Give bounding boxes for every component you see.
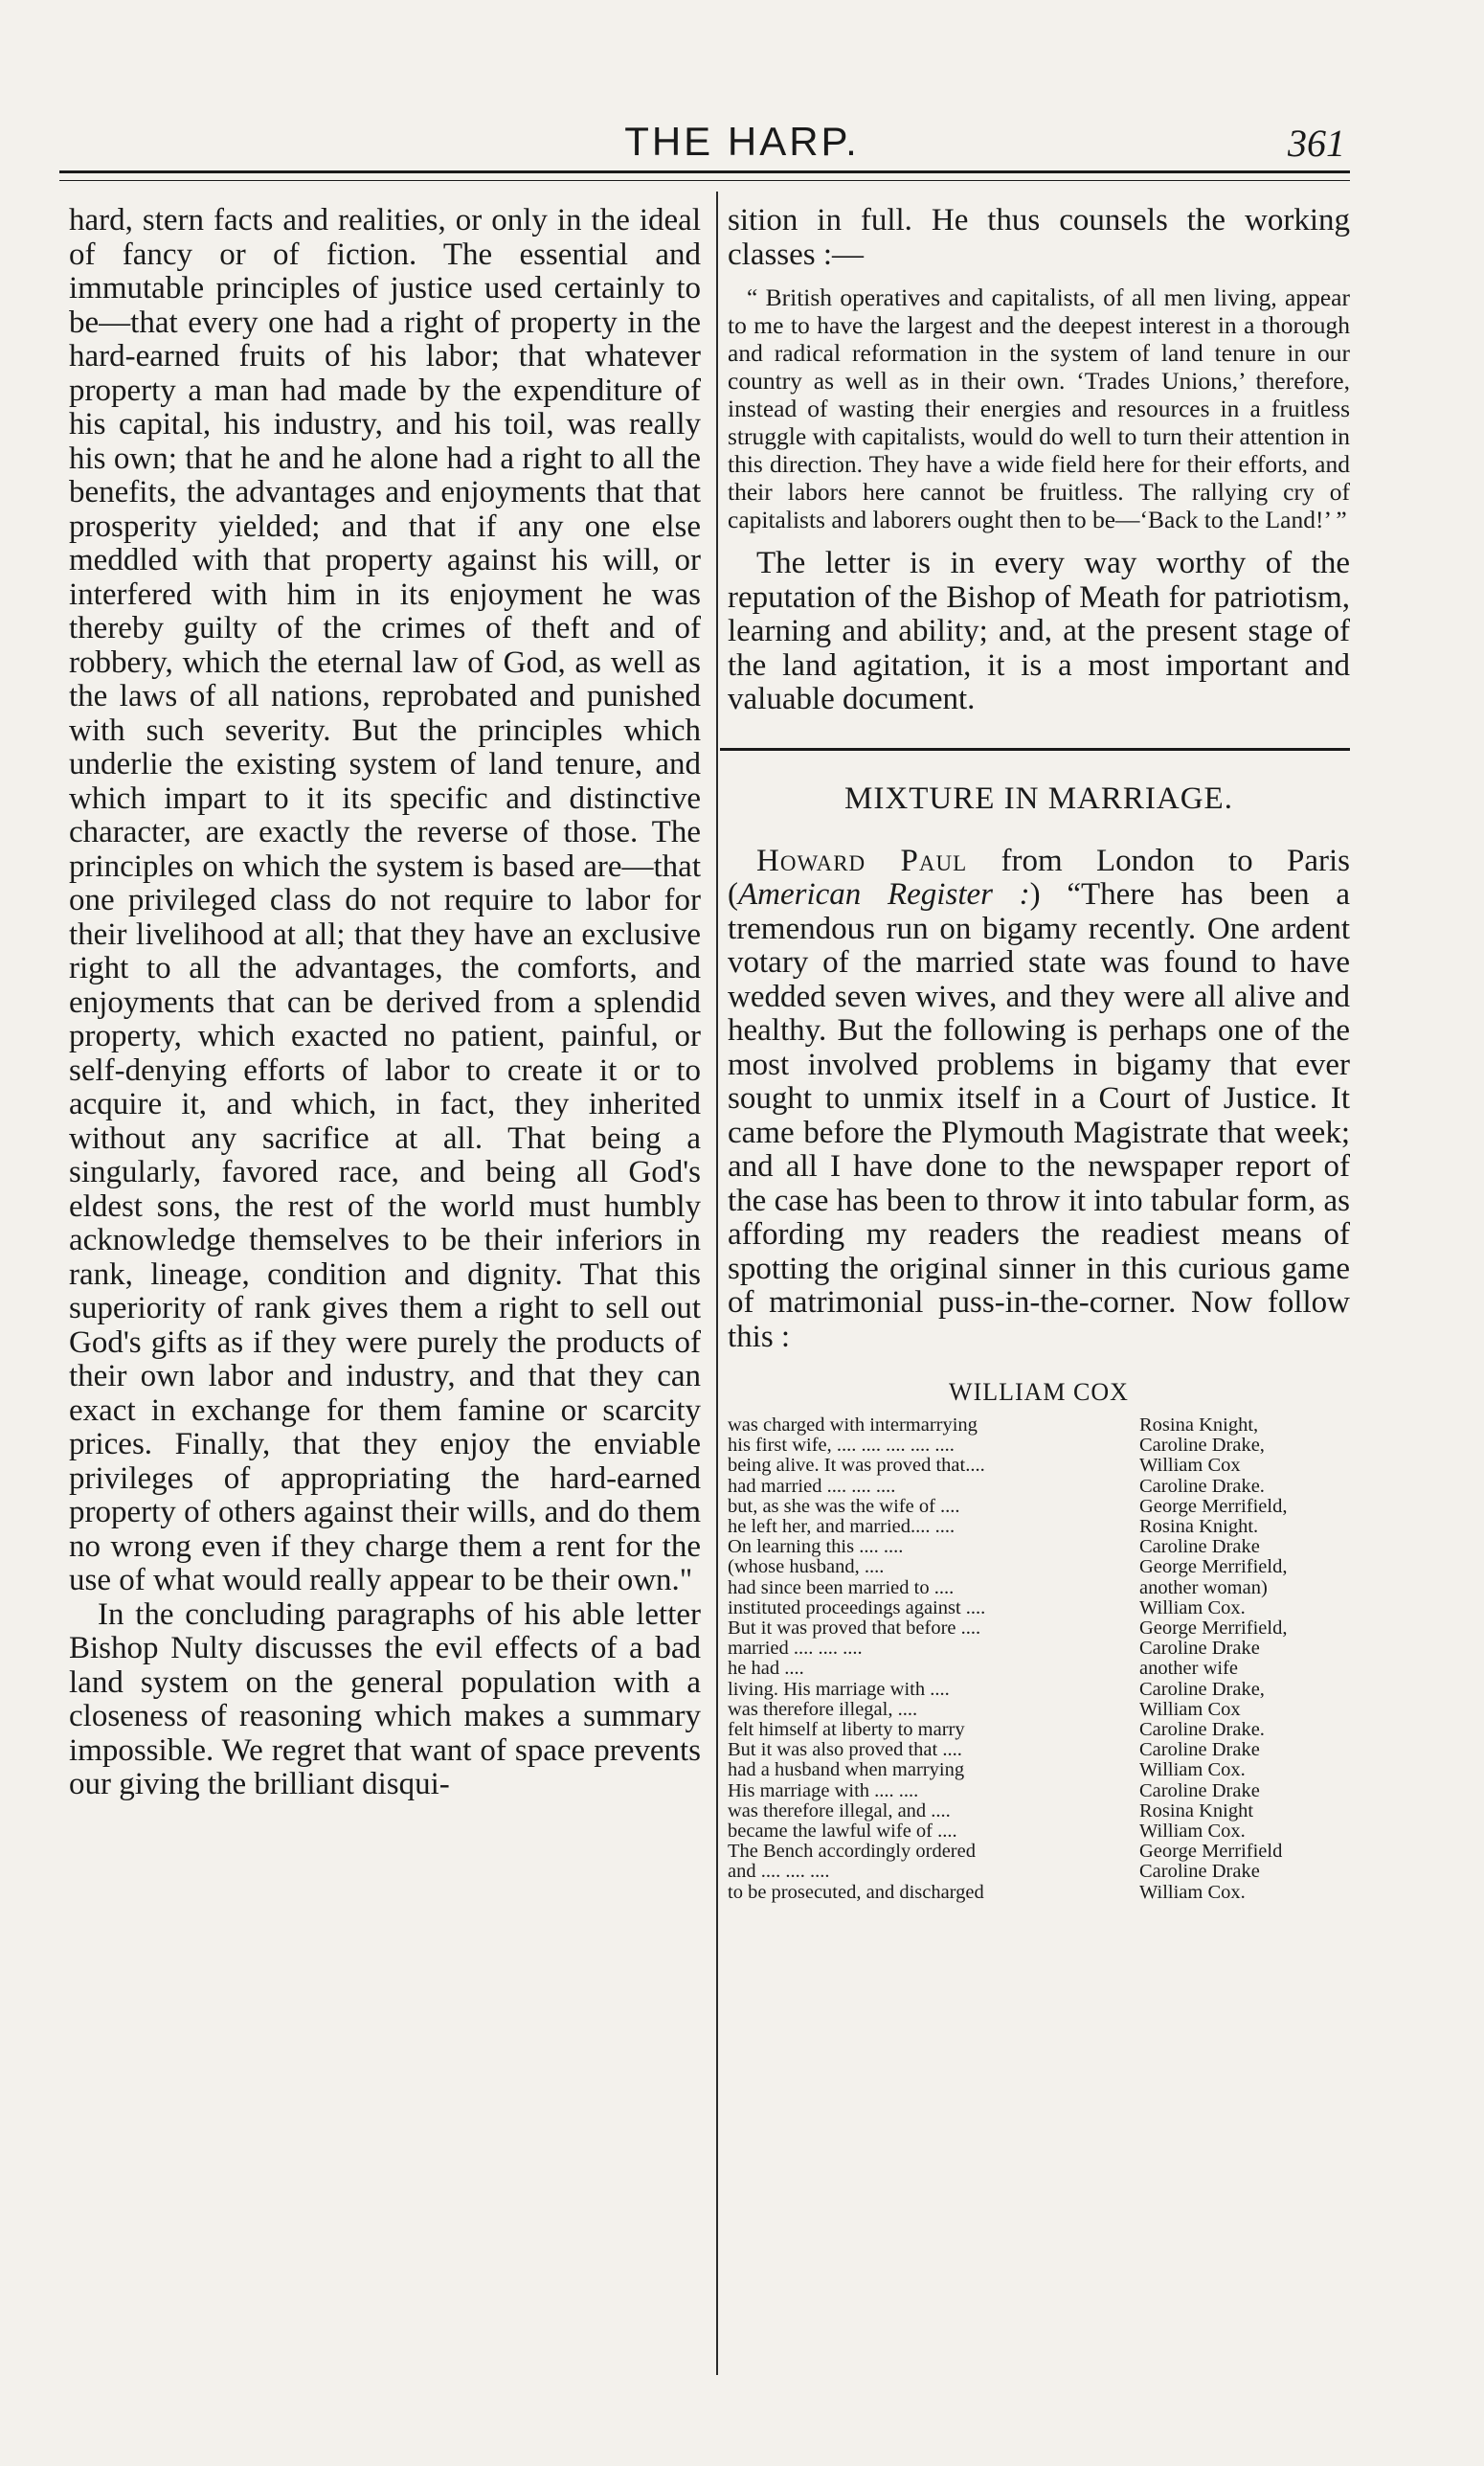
table-row (728, 1578, 1360, 1598)
table-cell-person: William Cox (1139, 1455, 1241, 1477)
table-cell-person: George Merrifield, (1139, 1556, 1288, 1578)
table-cell-person: William Cox (1139, 1698, 1241, 1720)
table-cell-person: another wife (1139, 1658, 1239, 1680)
table-cell-person: Caroline Drake (1139, 1536, 1260, 1558)
table-cell-person: William Cox. (1139, 1881, 1246, 1903)
table-cell-statement: (whose husband, .... (728, 1557, 885, 1578)
column-divider (716, 192, 718, 2375)
table-row (728, 1497, 1360, 1517)
body-paragraph: sition in full. He thus counsels the working classes :— (728, 203, 1350, 272)
table-row (728, 1659, 1360, 1679)
running-head (0, 113, 1484, 170)
left-column (69, 204, 701, 1802)
article-title: MIXTURE IN MARRIAGE. (844, 781, 1233, 816)
article-source: American Register : (738, 877, 1030, 912)
table-cell-statement: his first wife, .... .... .... .... .... (728, 1436, 955, 1457)
table-cell-statement: had since been married to .... (728, 1577, 955, 1598)
table-cell-person: George Merrifield (1139, 1841, 1283, 1863)
table-row (728, 1537, 1360, 1557)
table-cell-statement: had a husband when marrying (728, 1760, 965, 1781)
publication-title: THE HARP. (624, 119, 860, 164)
table-cell-person: Rosina Knight (1139, 1799, 1254, 1821)
table-cell-statement: married .... .... .... (728, 1639, 863, 1660)
table-row (728, 1618, 1360, 1639)
table-cell-person: William Cox. (1139, 1759, 1246, 1781)
table-cell-statement: But it was also proved that .... (728, 1740, 962, 1761)
table-row (728, 1700, 1360, 1720)
table-cell-statement: he had .... (728, 1659, 804, 1680)
table-cell-statement: was therefore illegal, and .... (728, 1800, 951, 1821)
table-cell-person: William Cox. (1139, 1821, 1246, 1843)
article-author: Howard Paul (756, 843, 968, 878)
article-intro-text: from London to Paris ( (728, 843, 1350, 912)
bigamy-table (728, 1415, 1360, 1903)
table-cell-statement: But it was proved that before .... (728, 1618, 981, 1640)
table-heading: WILLIAM COX (949, 1378, 1129, 1406)
table-cell-statement: was charged with intermarrying (728, 1415, 978, 1436)
table-row (728, 1415, 1360, 1436)
bigamy-table-body (728, 1415, 1360, 1903)
table-cell-person: another woman) (1139, 1576, 1268, 1598)
table-cell-statement: was therefore illegal, .... (728, 1699, 918, 1720)
header-rule-thick (59, 170, 1350, 173)
table-row (728, 1862, 1360, 1882)
table-cell-person: Rosina Knight. (1139, 1516, 1259, 1538)
table-row (728, 1436, 1360, 1456)
table-row (728, 1842, 1360, 1862)
table-row (728, 1598, 1360, 1618)
table-row (728, 1557, 1360, 1577)
header-rule-thin (59, 180, 1350, 181)
table-row (728, 1477, 1360, 1497)
table-row (728, 1639, 1360, 1659)
table-cell-statement: On learning this .... .... (728, 1537, 904, 1558)
table-cell-person: William Cox. (1139, 1596, 1246, 1618)
table-row (728, 1456, 1360, 1476)
table-cell-person: Caroline Drake, (1139, 1435, 1265, 1457)
table-row (728, 1740, 1360, 1760)
table-cell-statement: His marriage with .... .... (728, 1780, 919, 1801)
body-paragraph: In the concluding paragraphs of his able letter Bishop Nulty discusses the evil effects of a bad land system on the general population with a closeness of reasoning which makes a summary impossible. We regret that want of space prevents our giving the brilliant disqui- (69, 1596, 701, 1801)
table-row (728, 1781, 1360, 1801)
table-cell-person: Caroline Drake. (1139, 1475, 1265, 1497)
table-cell-person: Caroline Drake (1139, 1861, 1260, 1883)
table-row (728, 1883, 1360, 1903)
table-cell-statement: felt himself at liberty to marry (728, 1720, 965, 1741)
table-cell-person: George Merrifield, (1139, 1495, 1288, 1517)
block-quote: “ British operatives and capitalists, of all men living, appear to me to have the largest and the deepest interest in a thorough and radical reformation in the system of land tenure in our country as well as in their own. ‘Trades Unions,’ therefore, instead of wasting their energies and resources in a fruitless struggle with capitalists, would do well to turn their attention in this direction. They have a wide field here for their efforts, and their labors here cannot be fruitless. The rallying cry of capitalists and laborers ought then to be—‘Back to the Land!’ ” (728, 283, 1350, 533)
table-cell-statement: The Bench accordingly ordered (728, 1842, 976, 1863)
article-intro-text: ) “There has been a tremendous run on bigamy recently. One ardent votary of the married state was found to have wedded seven wives, and they were all alive and healthy. But the following is perhaps one of the most involved problems in bigamy that ever sought to unmix itself in a Court of Justice. It came before the Plymouth Magistrate that week; and all I have done to the newspaper report of the case has been to throw it into tabular form, as affording my readers the readiest means of spotting the original sinner in this curious game of matrimonial puss-in-the-corner. Now follow this : (728, 877, 1350, 1354)
table-cell-person: Caroline Drake (1139, 1779, 1260, 1801)
table-cell-statement: living. His marriage with .... (728, 1679, 950, 1700)
table-row (728, 1720, 1360, 1740)
table-row (728, 1680, 1360, 1700)
table-cell-statement: and .... .... .... (728, 1862, 830, 1883)
table-row (728, 1801, 1360, 1821)
table-cell-statement: became the lawful wife of .... (728, 1821, 957, 1843)
body-paragraph: The letter is in every way worthy of the reputation of the Bishop of Meath for patriotism, learning and ability; and, at the present stage of the land agitation, it is a most important and valuable document. (728, 546, 1350, 716)
table-row (728, 1821, 1360, 1842)
right-column (728, 204, 1350, 1903)
table-row (728, 1517, 1360, 1537)
table-cell-statement: to be prosecuted, and discharged (728, 1882, 984, 1903)
table-cell-statement: had married .... .... .... (728, 1476, 896, 1497)
table-cell-statement: he left her, and married.... .... (728, 1517, 956, 1538)
table-cell-person: Caroline Drake, (1139, 1678, 1265, 1700)
table-cell-person: Caroline Drake. (1139, 1719, 1265, 1741)
table-row (728, 1760, 1360, 1780)
table-cell-person: Caroline Drake (1139, 1638, 1260, 1660)
article-intro (728, 845, 1350, 1355)
table-cell-person: George Merrifield, (1139, 1618, 1288, 1640)
body-paragraph: hard, stern facts and realities, or only in the ideal of fancy or of fiction. The essential and immutable principles of justice used certainly to be—that every one had a right of property in the hard-earned fruits of his labor; that whatever property a man had made by the expenditure of his capital, his industry, and his toil, was really his own; that he and he alone had a right to all the benefits, the advantages and enjoyments that that prosperity yielded; and that if any one else meddled with that property against his will, or interfered with him in its enjoyment he was thereby guilty of the crimes of theft and of robbery, which the eternal law of God, as well as the laws of all nations, reprobated and punished with such severity. But the principles which underlie the existing system of land tenure, and which impart to it its specific and distinctive character, are exactly the reverse of those. The principles on which the system is based are—that one privileged class do not require to labor for their livelihood at all; that they have an exclusive right to all the advantages, the comforts, and enjoyments that can be derived from a splendid property, which exacted no patient, painful, or self-denying efforts of labor to create it or to acquire it, and which, in fact, they inherited without any sacrifice at all. That being a singularly, favored race, and being all God's eldest sons, the rest of the world must humbly acknowledge themselves to be their inferiors in rank, lineage, condition and dignity. That this superiority of rank gives them a right to sell out God's gifts as if they were purely the products of their own labor and industry, and that they can exact in exchange for them famine or scarcity prices. Finally, that they enjoy the enviable privileges of appropriating the hard-earned property of others against their wills, and do them no wrong even if they charge them a rent for the use of what would really appear to be their own." (69, 203, 701, 1597)
table-cell-statement: instituted proceedings against .... (728, 1597, 986, 1618)
table-cell-statement: but, as she was the wife of .... (728, 1496, 960, 1517)
page-number: 361 (1288, 122, 1345, 165)
section-rule (720, 748, 1350, 751)
table-cell-statement: being alive. It was proved that.... (728, 1456, 985, 1477)
table-cell-person: Rosina Knight, (1139, 1414, 1259, 1436)
table-cell-person: Caroline Drake (1139, 1739, 1260, 1761)
